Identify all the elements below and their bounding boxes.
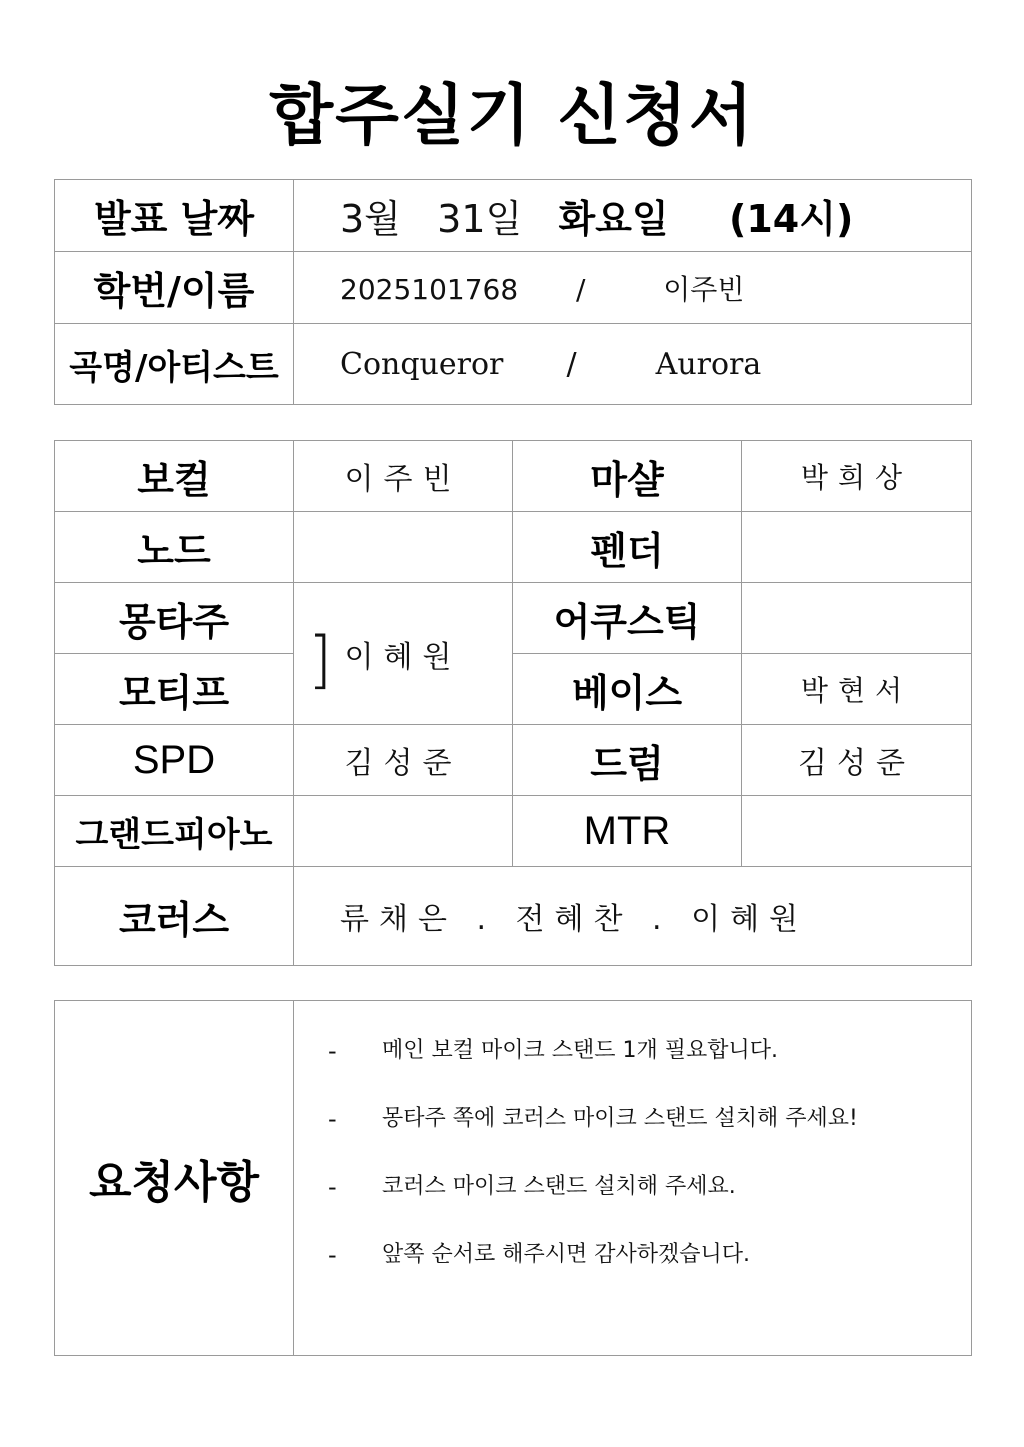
request-text: 몽타주 쪽에 코러스 마이크 스탠드 설치해 주세요! xyxy=(382,1106,858,1131)
role-row xyxy=(55,725,972,796)
dash-mark: - xyxy=(328,1037,337,1065)
dash-mark: - xyxy=(328,1105,337,1133)
mtr-value xyxy=(742,796,972,867)
bass-label: 베이스 xyxy=(513,654,742,725)
request-text: 메인 보컬 마이크 스탠드 1개 필요합니다. xyxy=(382,1038,778,1063)
nord-label: 노드 xyxy=(55,512,294,583)
id-row xyxy=(55,252,972,324)
drum-value: 김성준 xyxy=(742,725,972,796)
drum-label: 드럼 xyxy=(513,725,742,796)
vocal-value: 이주빈 xyxy=(294,441,513,512)
montage-motif-value-cell xyxy=(294,583,513,725)
date-weekday: 화요일 xyxy=(558,197,669,241)
song-title: Conqueror xyxy=(340,346,504,382)
role-row xyxy=(55,796,972,867)
marshall-label: 마샬 xyxy=(513,441,742,512)
role-row xyxy=(55,512,972,583)
chorus-label: 코러스 xyxy=(55,867,294,966)
grand-piano-label: 그랜드피아노 xyxy=(55,796,294,867)
acoustic-value xyxy=(742,583,972,654)
vocal-label: 보컬 xyxy=(55,441,294,512)
grand-piano-value xyxy=(294,796,513,867)
marshall-value: 박희상 xyxy=(742,441,972,512)
acoustic-label: 어쿠스틱 xyxy=(513,583,742,654)
student-id: 2025101768 xyxy=(340,272,519,306)
dash-mark: - xyxy=(328,1173,337,1201)
student-name: 이주빈 xyxy=(663,272,745,306)
fender-value xyxy=(742,512,972,583)
song-label: 곡명/아티스트 xyxy=(55,324,294,405)
id-label: 학번/이름 xyxy=(55,252,294,324)
song-value-cell xyxy=(294,324,972,405)
fender-label: 펜더 xyxy=(513,512,742,583)
date-month: 3월 xyxy=(340,197,401,241)
role-row xyxy=(55,867,972,966)
bracket-mark: ] xyxy=(308,623,333,696)
spd-value: 김성준 xyxy=(294,725,513,796)
artist-name: Aurora xyxy=(655,346,762,382)
date-hour: (14시) xyxy=(728,197,854,241)
bass-value: 박현서 xyxy=(742,654,972,725)
mtr-label: MTR xyxy=(513,796,742,867)
list-item xyxy=(294,1017,971,1085)
requests-row xyxy=(55,1001,972,1356)
nord-value xyxy=(294,512,513,583)
montage-label: 몽타주 xyxy=(55,583,294,654)
page-title: 합주실기 신청서 xyxy=(269,77,755,154)
song-row xyxy=(55,324,972,405)
role-row xyxy=(55,654,972,725)
date-row xyxy=(55,180,972,252)
requests-list xyxy=(294,1017,971,1289)
motif-label: 모티프 xyxy=(55,654,294,725)
song-separator: / xyxy=(566,346,577,382)
roles-table xyxy=(54,440,972,966)
date-day: 31일 xyxy=(437,197,523,241)
list-item xyxy=(294,1085,971,1153)
requests-value-cell xyxy=(294,1001,972,1356)
date-label: 발표 날짜 xyxy=(55,180,294,252)
id-separator: / xyxy=(575,272,586,306)
role-row xyxy=(55,441,972,512)
date-value xyxy=(294,180,972,252)
dash-mark: - xyxy=(328,1241,337,1269)
montage-motif-value: 이혜원 xyxy=(344,639,462,675)
requests-table xyxy=(54,1000,972,1356)
id-value-cell xyxy=(294,252,972,324)
requests-label: 요청사항 xyxy=(55,1001,294,1356)
info-table xyxy=(54,179,972,405)
request-text: 코러스 마이크 스탠드 설치해 주세요. xyxy=(382,1174,736,1199)
list-item xyxy=(294,1221,971,1289)
spd-label: SPD xyxy=(55,725,294,796)
request-text: 앞쪽 순서로 해주시면 감사하겠습니다. xyxy=(382,1242,751,1267)
chorus-value: 류채은 . 전혜찬 . 이혜원 xyxy=(294,867,972,966)
role-row xyxy=(55,583,972,654)
list-item xyxy=(294,1153,971,1221)
